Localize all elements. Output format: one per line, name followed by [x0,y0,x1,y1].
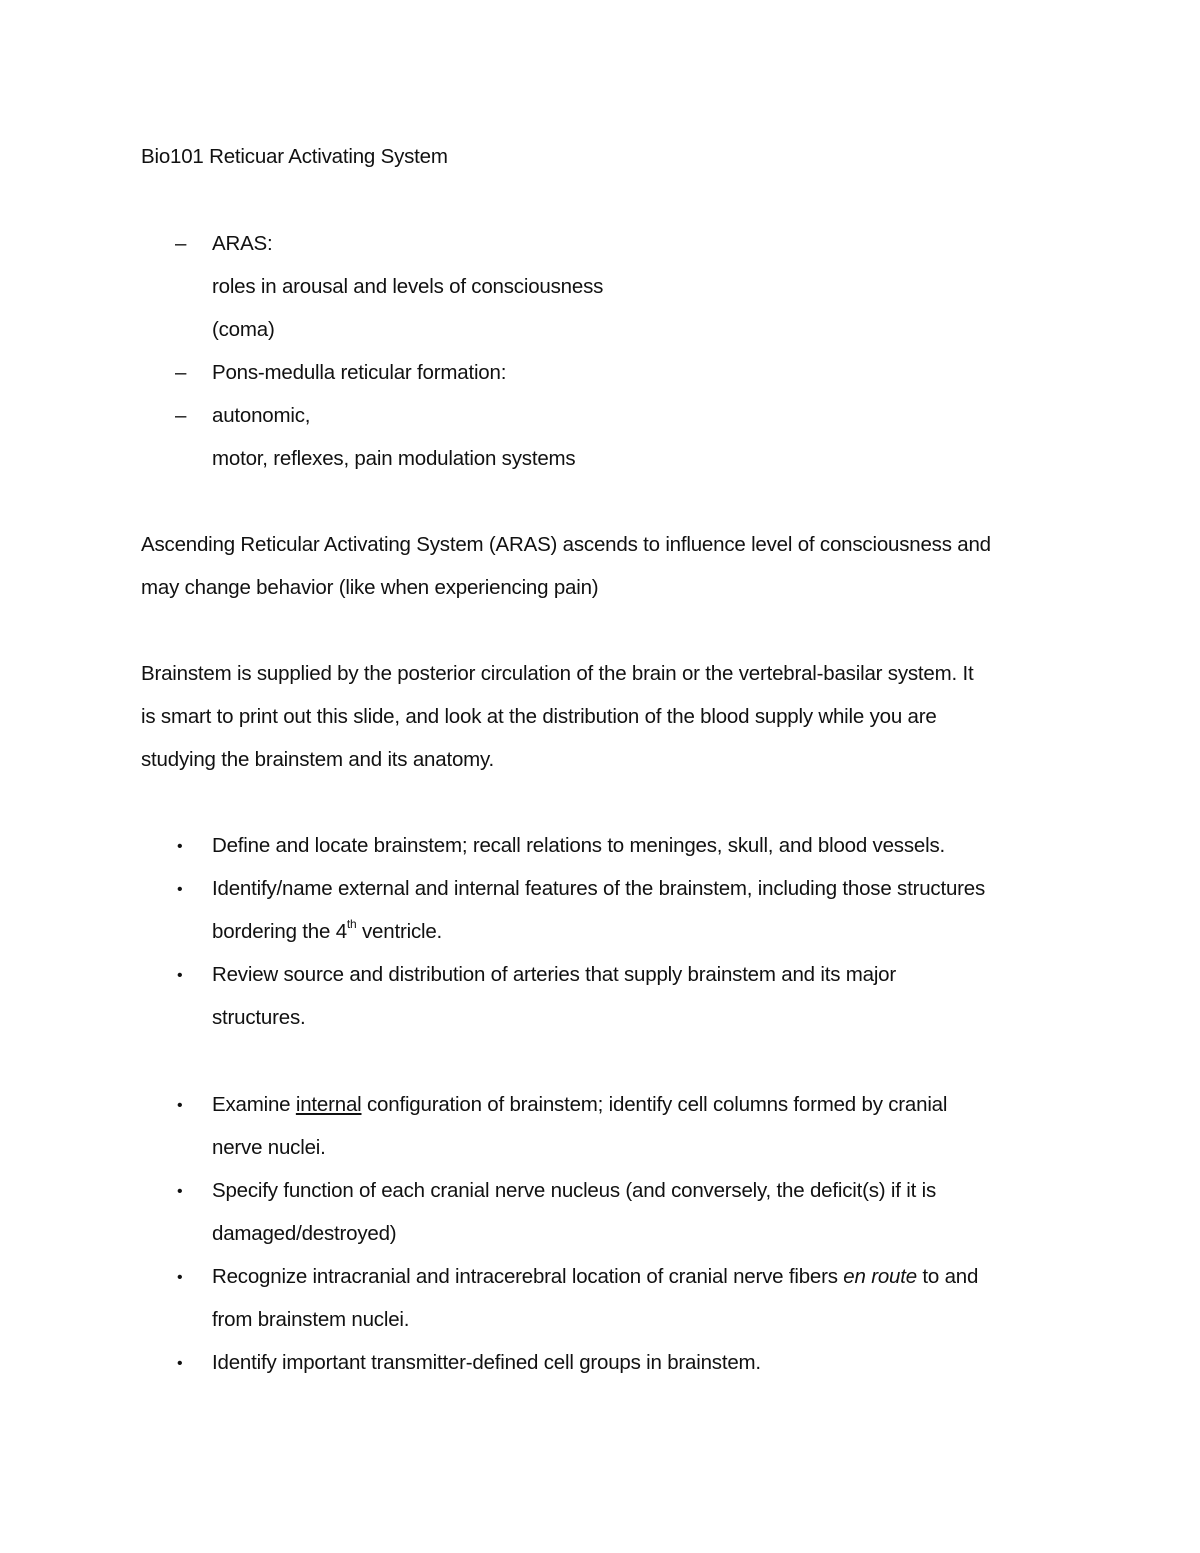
paragraph-aras-line2: may change behavior (like when experiencing pain) [141,576,599,599]
objective-text: ventricle. [356,920,443,943]
paragraph-brainstem-line3: studying the brainstem and its anatomy. [141,748,495,771]
bullet-marker: • [177,881,183,898]
dash-item-autonomic-line2: motor, reflexes, pain modulation systems [212,447,576,470]
bullet-marker: • [177,1269,183,1286]
bullet-marker: • [177,1355,183,1372]
bullet-marker: • [177,967,183,984]
objective-transmitter-groups: Identify important transmitter-defined cell groups in brainstem. [212,1351,761,1374]
paragraph-aras-line1: Ascending Reticular Activating System (ARAS) ascends to influence level of consciousness and [141,533,991,556]
objective-examine-internal [212,1091,947,1119]
bullet-marker: • [177,838,183,855]
objective-review-arteries: Review source and distribution of arteries that supply brainstem and its major [212,963,897,986]
underlined-word-internal: internal [295,1093,362,1116]
objective-recognize-location-line2: from brainstem nuclei. [212,1308,410,1331]
objective-examine-internal-line2: nerve nuclei. [212,1136,326,1159]
objective-define-locate: Define and locate brainstem; recall relations to meninges, skull, and blood vessels. [212,834,945,857]
dash-item-autonomic: autonomic, [212,404,311,427]
objective-specify-function: Specify function of each cranial nerve nucleus (and conversely, the deficit(s) if it is [212,1179,936,1202]
dash-marker: – [175,232,187,255]
dash-marker: – [175,404,187,427]
objective-text: bordering the 4 [212,920,347,943]
paragraph-brainstem-line2: is smart to print out this slide, and look at the distribution of the blood supply while you are [141,705,937,728]
objective-identify-features: Identify/name external and internal features of the brainstem, including those structures [212,877,986,900]
objective-text: to and [916,1265,979,1288]
italic-en-route: en route [843,1265,917,1288]
paragraph-brainstem-line1: Brainstem is supplied by the posterior circulation of the brain or the vertebral-basilar system. It [141,662,974,685]
dash-item-aras-line2: roles in arousal and levels of consciousness [212,275,604,298]
dash-item-aras: ARAS: [212,232,273,255]
dash-item-pons: Pons-medulla reticular formation: [212,361,507,384]
objective-specify-function-line2: damaged/destroyed) [212,1222,397,1245]
bullet-marker: • [177,1097,183,1114]
dash-item-aras-line3: (coma) [212,318,275,341]
objective-text: Examine [212,1093,296,1116]
objective-review-arteries-line2: structures. [212,1006,306,1029]
objective-recognize-location [212,1263,978,1291]
objective-text: configuration of brainstem; identify cell columns formed by cranial [361,1093,948,1116]
objective-identify-features-line2 [212,918,442,946]
objective-text: Recognize intracranial and intracerebral location of cranial nerve fibers [212,1265,844,1288]
superscript-th: th [346,917,357,932]
document-title: Bio101 Reticuar Activating System [141,145,448,168]
bullet-marker: • [177,1183,183,1200]
dash-marker: – [175,361,187,384]
